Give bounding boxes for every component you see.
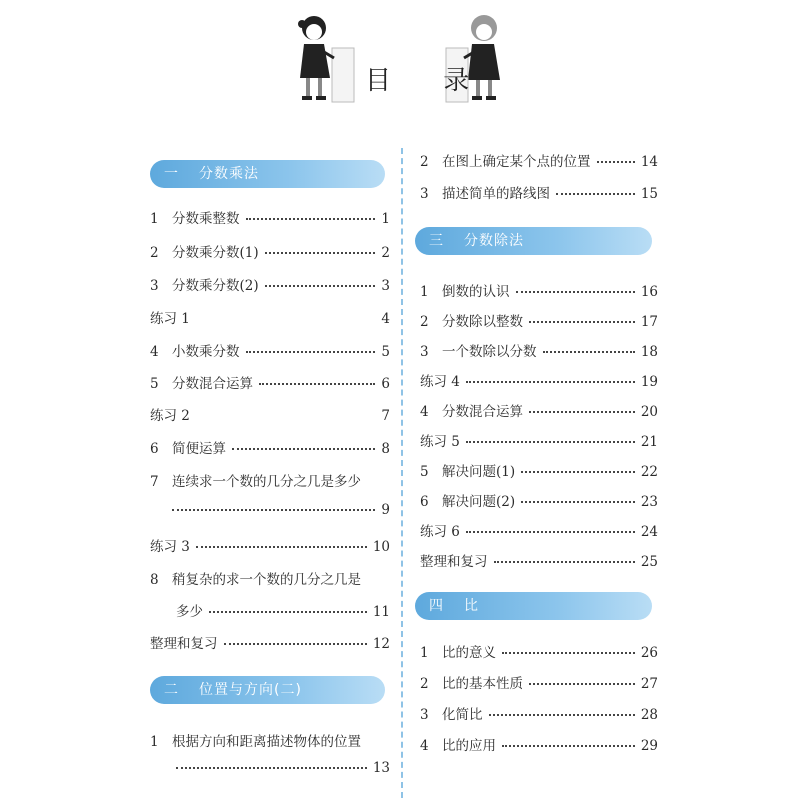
toc-entry[interactable]: 练习 5 21 <box>420 434 658 450</box>
toc-entry[interactable]: 1 根据方向和距离描述物体的位置 <box>150 734 361 750</box>
toc-entry[interactable]: 1 倒数的认识 16 <box>420 284 658 300</box>
toc-entry[interactable]: 1 分数乘整数 1 <box>150 211 390 227</box>
toc-entry[interactable]: 1 比的意义 26 <box>420 645 658 661</box>
toc-entry[interactable]: 练习 4 19 <box>420 374 658 390</box>
toc-entry[interactable]: 5 分数混合运算 6 <box>150 376 390 392</box>
section-label: 分数乘法 <box>199 166 259 182</box>
toc-entry-continuation[interactable]: 9 <box>172 502 390 518</box>
toc-entry-continuation[interactable]: 13 <box>176 760 390 776</box>
toc-entry[interactable]: 3 一个数除以分数 18 <box>420 344 658 360</box>
section-label: 分数除法 <box>464 233 524 249</box>
section-number: 二 <box>164 682 179 698</box>
girl-left-illustration <box>292 8 362 108</box>
toc-entry[interactable]: 练习 3 10 <box>150 539 390 555</box>
toc-entry[interactable]: 4 分数混合运算 20 <box>420 404 658 420</box>
section-label: 比 <box>464 598 479 614</box>
toc-entry[interactable]: 3 分数乘分数(2) 3 <box>150 278 390 294</box>
toc-entry-continuation[interactable]: 多少 11 <box>176 604 390 620</box>
toc-entry[interactable]: 2 在图上确定某个点的位置 14 <box>420 154 658 170</box>
page-title: 目 录 <box>365 66 492 96</box>
toc-entry[interactable]: 4 小数乘分数 5 <box>150 344 390 360</box>
toc-entry[interactable]: 练习 2 7 <box>150 408 390 424</box>
section-label: 位置与方向(二) <box>199 682 302 698</box>
toc-entry[interactable]: 8 稍复杂的求一个数的几分之几是 <box>150 572 361 588</box>
toc-entry[interactable]: 3 描述简单的路线图 15 <box>420 186 658 202</box>
section-number: 四 <box>429 598 444 614</box>
section-number: 一 <box>164 166 179 182</box>
section-header-2 <box>150 676 385 704</box>
toc-entry[interactable]: 5 解决问题(1) 22 <box>420 464 658 480</box>
toc-entry[interactable]: 练习 6 24 <box>420 524 658 540</box>
toc-entry[interactable]: 练习 1 4 <box>150 311 390 327</box>
toc-entry[interactable]: 7 连续求一个数的几分之几是多少 <box>150 474 361 490</box>
toc-entry[interactable]: 4 比的应用 29 <box>420 738 658 754</box>
toc-entry[interactable]: 整理和复习 25 <box>420 554 658 570</box>
toc-entry[interactable]: 6 解决问题(2) 23 <box>420 494 658 510</box>
section-header-4 <box>415 592 652 620</box>
section-header-1 <box>150 160 385 188</box>
toc-entry[interactable]: 2 分数除以整数 17 <box>420 314 658 330</box>
section-number: 三 <box>429 233 444 249</box>
toc-entry[interactable]: 3 化简比 28 <box>420 707 658 723</box>
toc-entry[interactable]: 整理和复习 12 <box>150 636 390 652</box>
toc-entry[interactable]: 2 比的基本性质 27 <box>420 676 658 692</box>
column-divider <box>401 148 403 798</box>
toc-entry[interactable]: 6 简便运算 8 <box>150 441 390 457</box>
section-header-3 <box>415 227 652 255</box>
toc-entry[interactable]: 2 分数乘分数(1) 2 <box>150 245 390 261</box>
